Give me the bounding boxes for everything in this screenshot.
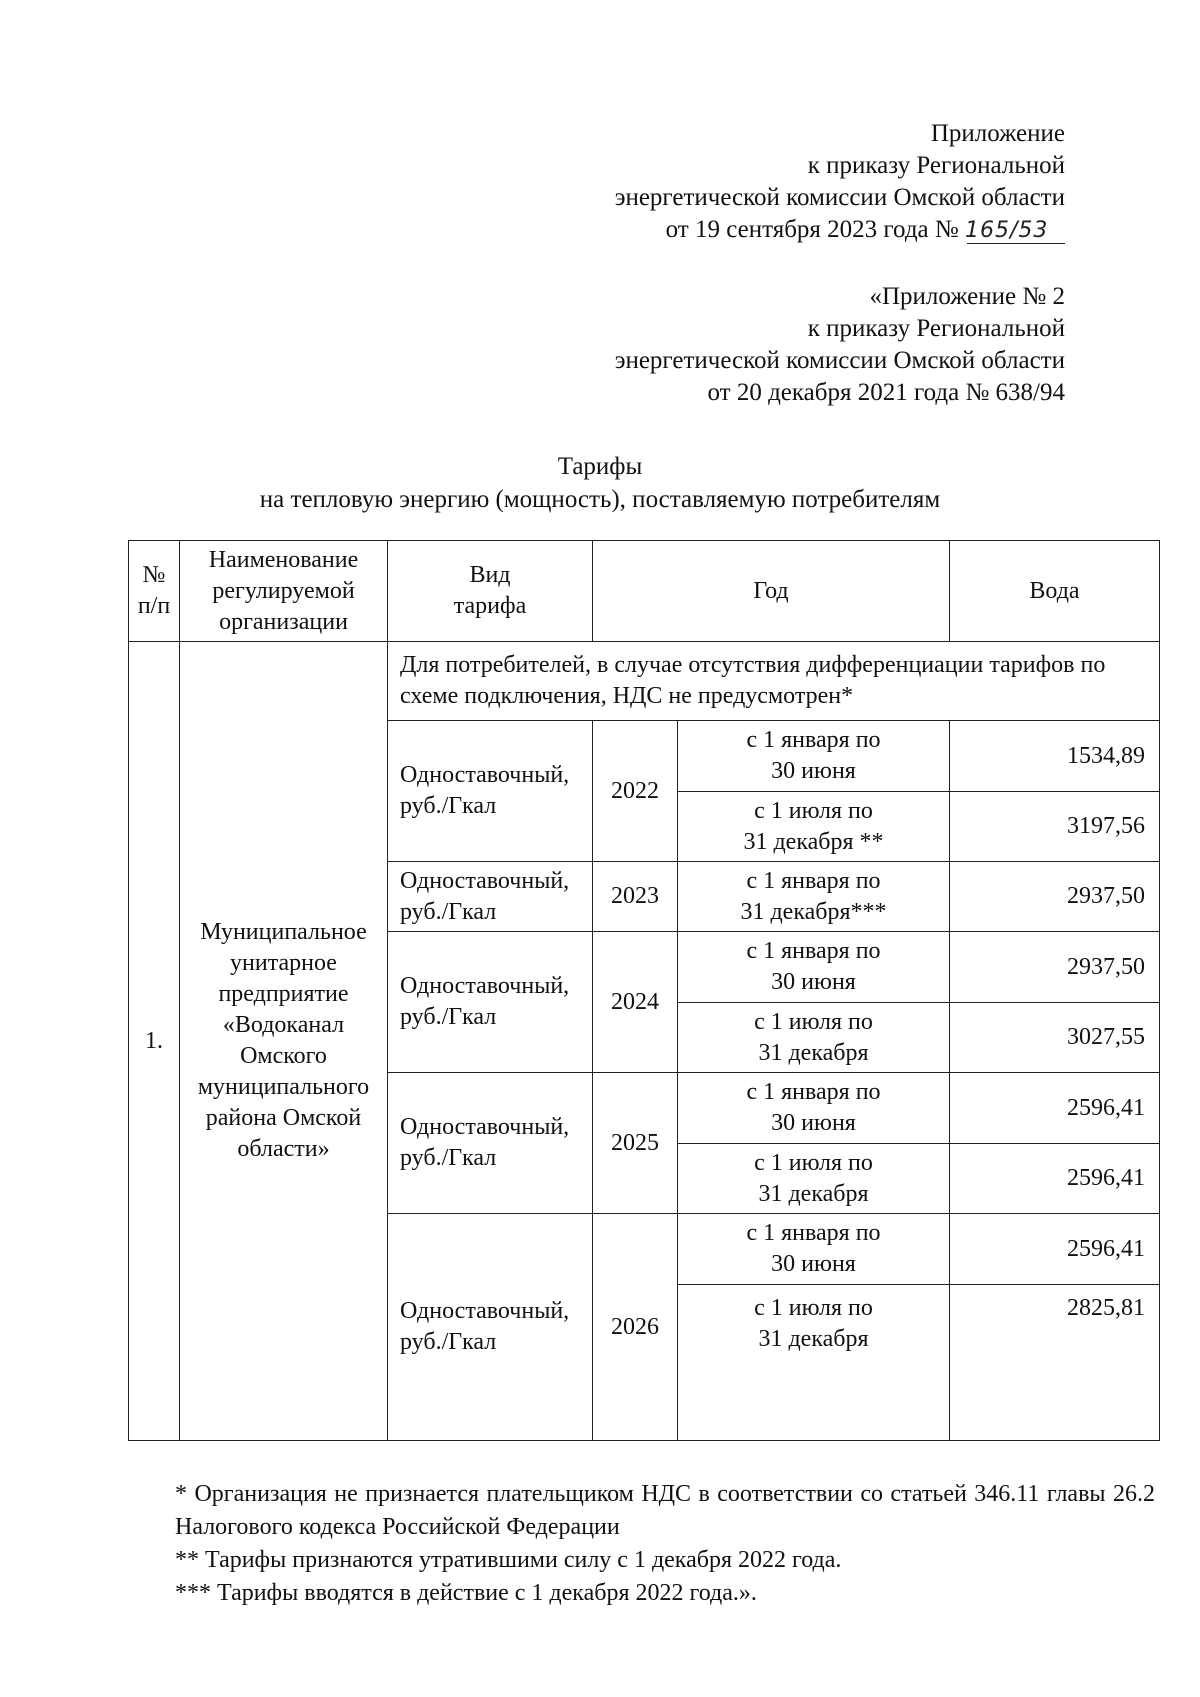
period-2024-h1: с 1 января по 30 июня: [677, 931, 950, 1003]
value-2024-h2: 3027,55: [949, 1002, 1160, 1073]
value-2024-h1: 2937,50: [949, 931, 1160, 1003]
period-2022-h2: с 1 июля по 31 декабря **: [677, 791, 950, 862]
appendix2-date: от 20 декабря 2021 года № 638/94: [707, 379, 1065, 406]
header-water: Вода: [949, 540, 1160, 642]
value-2022-h2: 3197,56: [949, 791, 1160, 862]
value-2025-h2: 2596,41: [949, 1143, 1160, 1214]
header-year: Год: [592, 540, 950, 642]
appendix-header: [445, 118, 1065, 247]
tariff-type-2023: Одноставочный, руб./Гкал: [387, 861, 593, 932]
row-number: 1.: [128, 641, 180, 1441]
footnotes: [175, 1478, 1155, 1610]
title-line-2: на тепловую энергию (мощность), поставляемую потребителям: [259, 486, 941, 513]
organization-name: Муниципальное унитарное предприятие «Водоканал Омского муниципального района Омской области»: [179, 641, 388, 1441]
appendix2-title: «Приложение № 2: [869, 283, 1065, 310]
tariff-type-2025: Одноставочный, руб./Гкал: [387, 1072, 593, 1214]
year-2026: 2026: [592, 1213, 678, 1441]
year-2024: 2024: [592, 931, 678, 1073]
appendix-order-ref: к приказу Региональной: [807, 152, 1065, 179]
handwritten-order-number: 165/53: [965, 214, 1065, 247]
tariff-type-2026: Одноставочный, руб./Гкал: [387, 1213, 593, 1441]
period-2026-h1: с 1 января по 30 июня: [677, 1213, 950, 1285]
year-2022: 2022: [592, 720, 678, 862]
year-2025: 2025: [592, 1072, 678, 1214]
tariff-type-2022: Одноставочный, руб./Гкал: [387, 720, 593, 862]
period-2022-h1: с 1 января по 30 июня: [677, 720, 950, 792]
appendix2-commission: энергетической комиссии Омской области: [614, 347, 1065, 374]
appendix-date: от 19 сентября 2023 года №: [665, 216, 959, 243]
tariff-type-2024: Одноставочный, руб./Гкал: [387, 931, 593, 1073]
period-2025-h2: с 1 июля по 31 декабря: [677, 1143, 950, 1214]
appendix2-order-ref: к приказу Региональной: [807, 315, 1065, 342]
appendix-commission: энергетической комиссии Омской области: [614, 184, 1065, 211]
footnote-3: *** Тарифы вводятся в действие с 1 декабря 2022 года.».: [175, 1580, 757, 1606]
value-2023: 2937,50: [949, 861, 1160, 932]
value-2022-h1: 1534,89: [949, 720, 1160, 792]
header-tariff-type: Вид тарифа: [387, 540, 593, 642]
consumer-group: Для потребителей, в случае отсутствия дифференциации тарифов по схеме подключения, НДС не предусмотрен*: [387, 641, 1160, 721]
title-line-1: Тарифы: [557, 453, 643, 480]
footnote-1: * Организация не признается плательщиком НДС в соответствии со статьей 346.11 главы 26.2 Налогового кодекса Российской Федерации: [175, 1481, 1155, 1540]
header-num: № п/п: [128, 540, 180, 642]
period-2023: с 1 января по 31 декабря***: [677, 861, 950, 932]
footnote-2: ** Тарифы признаются утратившими силу с 1 декабря 2022 года.: [175, 1547, 842, 1573]
appendix2-header: [445, 281, 1065, 409]
value-2026-h2: 2825,81: [949, 1284, 1160, 1441]
appendix-title: Приложение: [930, 120, 1065, 147]
period-2025-h1: с 1 января по 30 июня: [677, 1072, 950, 1144]
header-organization: Наименование регулируемой организации: [179, 540, 388, 642]
tariff-table: [128, 540, 1160, 1441]
document-title: [0, 450, 1200, 516]
period-2026-h2: с 1 июля по 31 декабря: [677, 1284, 950, 1441]
value-2026-h1: 2596,41: [949, 1213, 1160, 1285]
year-2023: 2023: [592, 861, 678, 932]
value-2025-h1: 2596,41: [949, 1072, 1160, 1144]
period-2024-h2: с 1 июля по 31 декабря: [677, 1002, 950, 1073]
appendix-date-line: [445, 214, 1065, 247]
